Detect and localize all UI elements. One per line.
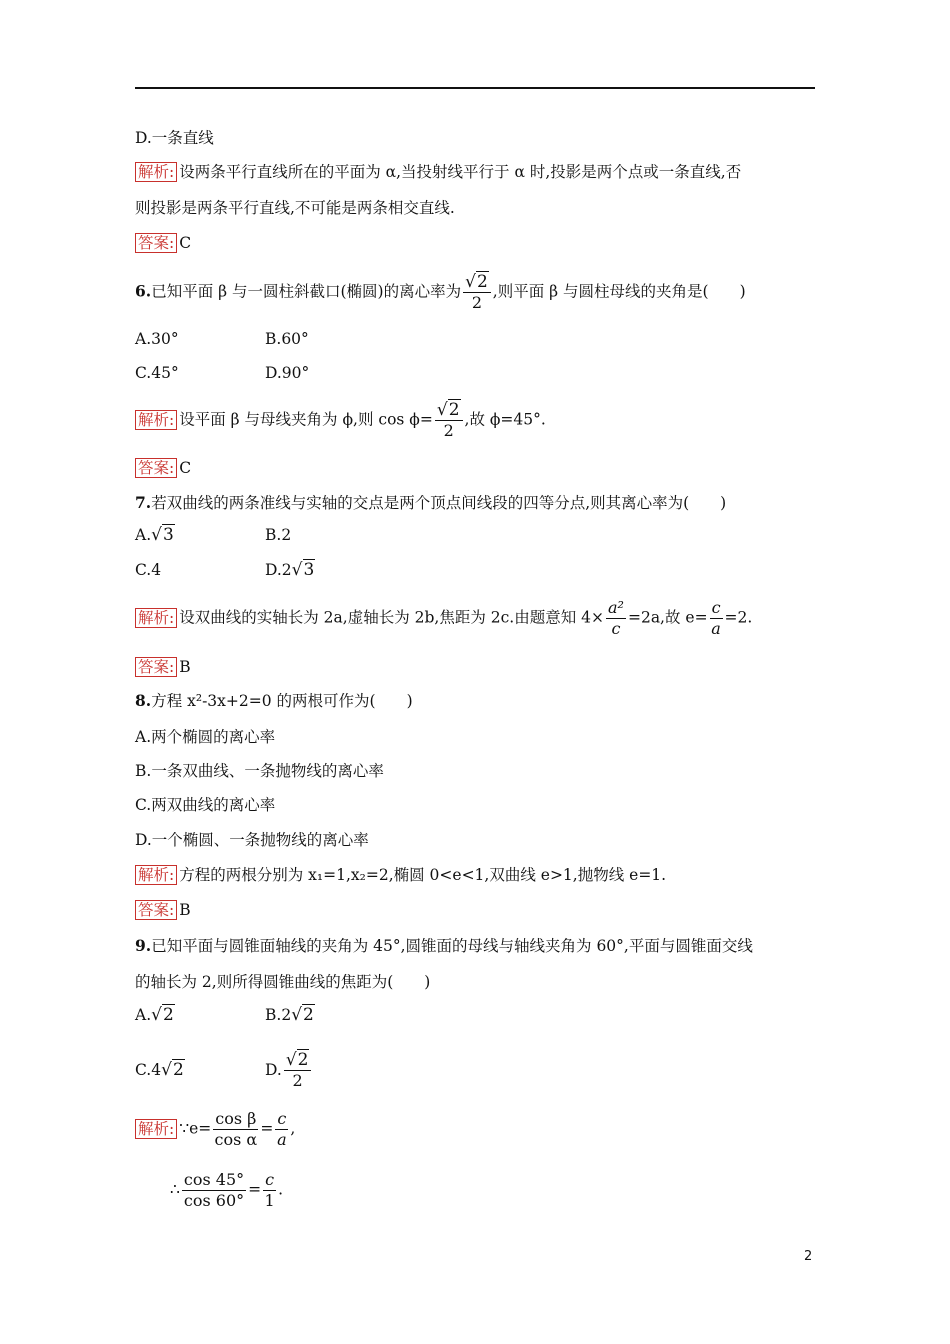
sqrt-symbol: √2 [151, 1005, 174, 1025]
q9-options-row2 [135, 1050, 313, 1091]
q7-options-row2 [135, 559, 315, 581]
q9-step2-fraction1: $\frac{\cos 45^\circ}{\cos 60^\circ}$ [183, 1170, 245, 1210]
q6-answer [135, 457, 191, 479]
q7-stem [135, 492, 726, 514]
q7-number: 7. [135, 493, 152, 512]
q9-number: 9. [135, 936, 152, 955]
q7-option-d: D.2√3 [265, 560, 315, 580]
q5-analysis-text1: 设两条平行直线所在的平面为 α,当投射线平行于 α 时,投影是两个点或一条直线,否 [179, 163, 742, 181]
q7-option-c: C.4 [135, 561, 162, 579]
q6-stem [135, 272, 746, 313]
q6-analysis-b: ,故 ϕ=45°. [464, 410, 546, 429]
header-rule [135, 87, 815, 89]
q9-step1-prefix: ∵e= [179, 1119, 212, 1138]
q7-answer [135, 656, 191, 678]
q9-stem-line1 [135, 935, 753, 957]
q7-analysis [135, 598, 752, 639]
q7-option-a: A.√3 [135, 525, 174, 545]
q6-options-row2 [135, 362, 309, 384]
q6-analysis-fraction: $\frac{√2}{2}$ [435, 400, 463, 441]
q7-answer-value: B [179, 658, 191, 676]
q8-option-b: B.一条双曲线、一条抛物线的离心率 [135, 762, 384, 780]
q6-analysis [135, 400, 546, 441]
q5-answer [135, 232, 191, 254]
q6-option-d: D.90° [265, 364, 310, 382]
q6-stem-b: ,则平面 β 与圆柱母线的夹角是( ) [492, 282, 746, 301]
answer-label: 答案: [135, 657, 177, 677]
q9-option-d-fraction: $\frac{√2}{2}$ [284, 1050, 312, 1091]
q7-fraction-c-over-a: $\frac{c}{a}$ [711, 598, 721, 638]
analysis-label: 解析: [135, 865, 177, 885]
q6-number: 6. [135, 281, 152, 301]
sqrt-symbol: √2 [465, 272, 488, 292]
q8-option-a: A.两个椭圆的离心率 [135, 728, 276, 746]
q5-answer-value: C [179, 234, 192, 252]
sqrt-symbol: √3 [151, 525, 174, 545]
q6-option-b: B.60° [265, 330, 309, 348]
q9-stem-text1: 已知平面与圆锥面轴线的夹角为 45°,圆锥面的母线与轴线夹角为 60°,平面与圆锥面交线 [151, 937, 753, 955]
sqrt-symbol: √3 [291, 560, 315, 580]
analysis-label: 解析: [135, 410, 177, 430]
q9-step2-fraction2: $\frac{c}{1}$ [264, 1170, 275, 1210]
q9-option-b: B.2√2 [265, 1005, 314, 1025]
q6-options-row1 [135, 328, 309, 350]
q5-analysis-line2: 则投影是两条平行直线,不可能是两条相交直线. [135, 199, 455, 217]
q7-analysis-c: =2. [724, 608, 753, 627]
q9-step1-fraction2: $\frac{c}{a}$ [277, 1109, 287, 1149]
q9-analysis-step2: ∴ $\frac{\cos 45^\circ}{\cos 60^\circ}$ = $\frac{c}{1}$ . [170, 1170, 284, 1210]
answer-label: 答案: [135, 458, 177, 478]
q8-stem-text: 方程 x²-3x+2=0 的两根可作为( ) [151, 692, 413, 710]
q9-step1-fraction1: $\frac{\text{cos β}}{\text{cos α}}$ [214, 1109, 258, 1149]
analysis-label: 解析: [135, 1119, 177, 1139]
q9-stem-line2: 的轴长为 2,则所得圆锥曲线的焦距为( ) [135, 973, 431, 991]
q6-answer-value: C [179, 459, 192, 477]
sqrt-symbol: √2 [285, 1050, 309, 1070]
q6-frac-num [463, 272, 491, 293]
sqrt-symbol: √2 [291, 1005, 314, 1025]
page-number: 2 [804, 1249, 813, 1264]
q8-number: 8. [135, 691, 152, 710]
q6-option-c: C.45° [135, 364, 179, 382]
q9-option-d: D. $\frac{√2}{2}$ [265, 1061, 313, 1079]
q6-frac-den: 2 [471, 293, 483, 312]
q9-options-row1 [135, 1004, 315, 1026]
q8-analysis [135, 864, 666, 886]
q9-option-c: C.4√2 [135, 1059, 184, 1080]
q8-answer-value: B [179, 901, 191, 919]
q9-step2-prefix: ∴ [170, 1180, 180, 1199]
q7-options-row1 [135, 524, 291, 546]
q9-option-a: A.√2 [135, 1005, 174, 1025]
q6-fraction [463, 272, 491, 313]
q7-analysis-a: 设双曲线的实轴长为 2a,虚轴长为 2b,焦距为 2c.由题意知 4× [179, 608, 605, 627]
answer-label: 答案: [135, 233, 177, 253]
q6-stem-a: 已知平面 β 与一圆柱斜截口(椭圆)的离心率为 [151, 282, 462, 301]
q9-analysis-step1: 解析: ∵e= $\frac{\text{cos β}}{\text{cos α}}$ = $\frac{c}{a}$ , [135, 1109, 295, 1150]
q8-answer [135, 899, 191, 921]
sqrt-symbol: √2 [161, 1059, 184, 1080]
analysis-label: 解析: [135, 608, 177, 628]
q6-option-a: A.30° [135, 330, 179, 348]
q7-analysis-b: =2a,故 e= [627, 608, 708, 627]
q8-option-d: D.一个椭圆、一条抛物线的离心率 [135, 831, 369, 849]
sqrt-symbol: √2 [436, 400, 460, 420]
q6-analysis-a: 设平面 β 与母线夹角为 ϕ,则 cos ϕ= [179, 410, 433, 429]
q5-analysis-line1 [135, 161, 741, 183]
q7-fraction-a2-over-c: $\frac{\text{a²}}{c}$ [608, 598, 624, 638]
q7-option-b: B.2 [265, 526, 292, 544]
answer-label: 答案: [135, 900, 177, 920]
analysis-label: 解析: [135, 162, 177, 182]
q7-stem-text: 若双曲线的两条准线与实轴的交点是两个顶点间线段的四等分点,则其离心率为( ) [151, 494, 727, 512]
q8-stem [135, 690, 413, 712]
q8-analysis-text: 方程的两根分别为 x₁=1,x₂=2,椭圆 0<e<1,双曲线 e>1,抛物线 e=1. [179, 866, 667, 884]
q5-option-d: D.一条直线 [135, 129, 214, 147]
q8-option-c: C.两双曲线的离心率 [135, 796, 276, 814]
